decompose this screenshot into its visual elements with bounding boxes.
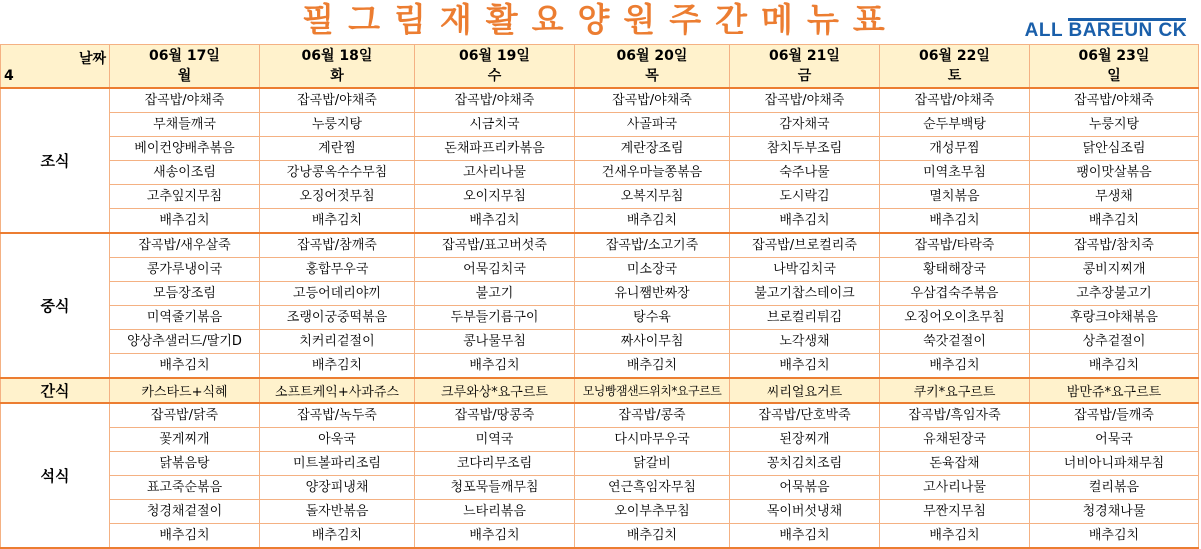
lunch-row bbox=[1, 233, 1199, 258]
day-date: 06월 21일 bbox=[769, 48, 840, 64]
menu-item: 오복지무침 bbox=[575, 185, 730, 209]
day-weekday: 화 bbox=[330, 68, 344, 84]
menu-item: 잡곡밥/흑임자죽 bbox=[880, 403, 1030, 428]
menu-item: 감자채국 bbox=[730, 113, 880, 137]
menu-item: 잡곡밥/야채죽 bbox=[260, 88, 415, 113]
dinner-row bbox=[1, 524, 1199, 549]
menu-item: 잡곡밥/새우살죽 bbox=[110, 233, 260, 258]
menu-item: 베이컨양배추볶음 bbox=[110, 137, 260, 161]
menu-item: 모듬장조림 bbox=[110, 282, 260, 306]
menu-item: 미역국 bbox=[415, 428, 575, 452]
menu-item: 배추김치 bbox=[730, 354, 880, 379]
menu-item: 어묵국 bbox=[1030, 428, 1199, 452]
menu-item: 숙주나물 bbox=[730, 161, 880, 185]
menu-item: 건새우마늘쫑볶음 bbox=[575, 161, 730, 185]
breakfast-row bbox=[1, 88, 1199, 113]
menu-item: 콩나물무침 bbox=[415, 330, 575, 354]
menu-item: 돈육잡채 bbox=[880, 452, 1030, 476]
menu-item: 오징어오이초무침 bbox=[880, 306, 1030, 330]
menu-item: 고등어데리야끼 bbox=[260, 282, 415, 306]
menu-item: 짜사이무침 bbox=[575, 330, 730, 354]
snack-item: 쿠키*요구르트 bbox=[880, 378, 1030, 403]
dinner-row bbox=[1, 428, 1199, 452]
menu-item: 배추김치 bbox=[260, 524, 415, 549]
lunch-row bbox=[1, 306, 1199, 330]
menu-item: 배추김치 bbox=[880, 524, 1030, 549]
breakfast-label: 조식 bbox=[1, 88, 110, 233]
day-header bbox=[1030, 45, 1199, 89]
day-header bbox=[880, 45, 1030, 89]
menu-item: 배추김치 bbox=[1030, 354, 1199, 379]
menu-item: 양장피냉채 bbox=[260, 476, 415, 500]
menu-item: 닭안심조림 bbox=[1030, 137, 1199, 161]
menu-item: 오징어젓무침 bbox=[260, 185, 415, 209]
menu-item: 팽이맛살볶음 bbox=[1030, 161, 1199, 185]
menu-item: 미소장국 bbox=[575, 258, 730, 282]
menu-item: 브로컬리튀김 bbox=[730, 306, 880, 330]
menu-item: 어묵김치국 bbox=[415, 258, 575, 282]
menu-item: 청포묵들깨무침 bbox=[415, 476, 575, 500]
menu-item: 불고기찹스테이크 bbox=[730, 282, 880, 306]
day-weekday: 월 bbox=[177, 68, 192, 84]
dinner-row bbox=[1, 452, 1199, 476]
menu-item: 잡곡밥/땅콩죽 bbox=[415, 403, 575, 428]
menu-item: 배추김치 bbox=[880, 354, 1030, 379]
menu-item: 배추김치 bbox=[575, 354, 730, 379]
menu-item: 후랑크야채볶음 bbox=[1030, 306, 1199, 330]
menu-item: 꽁치김치조림 bbox=[730, 452, 880, 476]
menu-item: 무짠지무침 bbox=[880, 500, 1030, 524]
snack-item: 소프트케익+사과쥬스 bbox=[260, 378, 415, 403]
day-date: 06월 18일 bbox=[301, 48, 373, 64]
menu-item: 배추김치 bbox=[730, 524, 880, 549]
menu-item: 오이지무침 bbox=[415, 185, 575, 209]
menu-item: 배추김치 bbox=[110, 209, 260, 234]
menu-item: 두부들기름구이 bbox=[415, 306, 575, 330]
menu-item: 배추김치 bbox=[415, 524, 575, 549]
menu-item: 배추김치 bbox=[575, 209, 730, 234]
day-weekday: 수 bbox=[487, 68, 502, 84]
menu-item: 오이부추무침 bbox=[575, 500, 730, 524]
menu-item: 불고기 bbox=[415, 282, 575, 306]
menu-item: 잡곡밥/콩죽 bbox=[575, 403, 730, 428]
menu-item: 잡곡밥/참깨죽 bbox=[260, 233, 415, 258]
menu-item: 고추잎지무침 bbox=[110, 185, 260, 209]
day-date: 06월 22일 bbox=[919, 48, 990, 64]
weekly-menu-table bbox=[0, 44, 1199, 549]
menu-item: 잡곡밥/야채죽 bbox=[880, 88, 1030, 113]
menu-item: 아욱국 bbox=[260, 428, 415, 452]
menu-item: 시금치국 bbox=[415, 113, 575, 137]
menu-body bbox=[1, 45, 1199, 549]
menu-item: 쑥갓겉절이 bbox=[880, 330, 1030, 354]
menu-item: 미트볼파리조림 bbox=[260, 452, 415, 476]
snack-row bbox=[1, 378, 1199, 403]
snack-item: 밤만쥬*요구르트 bbox=[1030, 378, 1199, 403]
lunch-row bbox=[1, 354, 1199, 379]
menu-item: 배추김치 bbox=[575, 524, 730, 549]
menu-item: 배추김치 bbox=[730, 209, 880, 234]
breakfast-row bbox=[1, 209, 1199, 234]
menu-item: 잡곡밥/닭죽 bbox=[110, 403, 260, 428]
menu-item: 컬리볶음 bbox=[1030, 476, 1199, 500]
menu-item: 새송이조림 bbox=[110, 161, 260, 185]
breakfast-row bbox=[1, 185, 1199, 209]
menu-item: 청경채나물 bbox=[1030, 500, 1199, 524]
menu-item: 계란찜 bbox=[260, 137, 415, 161]
snack-item: 카스타드+식혜 bbox=[110, 378, 260, 403]
menu-item: 강낭콩옥수수무침 bbox=[260, 161, 415, 185]
menu-item: 청경채겉절이 bbox=[110, 500, 260, 524]
snack-item: 크루와상*요구르트 bbox=[415, 378, 575, 403]
menu-item: 코다리무조림 bbox=[415, 452, 575, 476]
day-header bbox=[730, 45, 880, 89]
menu-item: 잡곡밥/야채죽 bbox=[110, 88, 260, 113]
menu-item: 잡곡밥/야채죽 bbox=[730, 88, 880, 113]
menu-item: 탕수육 bbox=[575, 306, 730, 330]
menu-item: 너비아니파채무침 bbox=[1030, 452, 1199, 476]
menu-item: 잡곡밥/야채죽 bbox=[575, 88, 730, 113]
day-weekday: 목 bbox=[645, 68, 659, 84]
date-corner-cell bbox=[1, 45, 110, 89]
menu-item: 목이버섯냉채 bbox=[730, 500, 880, 524]
menu-item: 고사리나물 bbox=[880, 476, 1030, 500]
corner-number: 4 bbox=[4, 68, 14, 84]
lunch-label: 중식 bbox=[1, 233, 110, 378]
menu-item: 잡곡밥/소고기죽 bbox=[575, 233, 730, 258]
day-weekday: 일 bbox=[1107, 68, 1121, 84]
menu-item: 배추김치 bbox=[110, 354, 260, 379]
menu-item: 도시락김 bbox=[730, 185, 880, 209]
snack-item: 씨리얼요거트 bbox=[730, 378, 880, 403]
menu-item: 잡곡밥/표고버섯죽 bbox=[415, 233, 575, 258]
menu-item: 배추김치 bbox=[260, 354, 415, 379]
header bbox=[0, 0, 1201, 44]
menu-item: 다시마무우국 bbox=[575, 428, 730, 452]
day-header bbox=[415, 45, 575, 89]
brand-logo: ALL BAREUN CK bbox=[1024, 20, 1187, 41]
day-date: 06월 19일 bbox=[459, 48, 530, 64]
menu-item: 무채들깨국 bbox=[110, 113, 260, 137]
menu-item: 잡곡밥/들깨죽 bbox=[1030, 403, 1199, 428]
menu-item: 잡곡밥/참치죽 bbox=[1030, 233, 1199, 258]
dinner-label: 석식 bbox=[1, 403, 110, 548]
menu-item: 잡곡밥/야채죽 bbox=[1030, 88, 1199, 113]
menu-item: 상추겉절이 bbox=[1030, 330, 1199, 354]
menu-item: 콩가루냉이국 bbox=[110, 258, 260, 282]
menu-item: 홍합무우국 bbox=[260, 258, 415, 282]
menu-item: 어묵볶음 bbox=[730, 476, 880, 500]
menu-item: 잡곡밥/타락죽 bbox=[880, 233, 1030, 258]
menu-item: 양상추샐러드/딸기D bbox=[110, 330, 260, 354]
menu-item: 표고죽순볶음 bbox=[110, 476, 260, 500]
menu-item: 유채된장국 bbox=[880, 428, 1030, 452]
day-weekday: 금 bbox=[797, 68, 812, 84]
menu-item: 잡곡밥/브로컬리죽 bbox=[730, 233, 880, 258]
menu-item: 잡곡밥/단호박죽 bbox=[730, 403, 880, 428]
menu-item: 느타리볶음 bbox=[415, 500, 575, 524]
menu-item: 된장찌개 bbox=[730, 428, 880, 452]
menu-item: 미역줄기볶음 bbox=[110, 306, 260, 330]
day-weekday: 토 bbox=[947, 68, 962, 84]
breakfast-row bbox=[1, 161, 1199, 185]
dinner-row bbox=[1, 476, 1199, 500]
menu-item: 치커리겉절이 bbox=[260, 330, 415, 354]
menu-item: 황태해장국 bbox=[880, 258, 1030, 282]
lunch-row bbox=[1, 282, 1199, 306]
day-header bbox=[110, 45, 260, 89]
menu-item: 조랭이궁중떡볶음 bbox=[260, 306, 415, 330]
menu-item: 돌자반볶음 bbox=[260, 500, 415, 524]
menu-item: 무생채 bbox=[1030, 185, 1199, 209]
day-date: 06월 20일 bbox=[616, 48, 688, 64]
menu-item: 잡곡밥/녹두죽 bbox=[260, 403, 415, 428]
breakfast-row bbox=[1, 113, 1199, 137]
menu-item: 우삼겹숙주볶음 bbox=[880, 282, 1030, 306]
snack-item: 모닝빵잼샌드위치*요구르트 bbox=[575, 378, 730, 403]
menu-item: 배추김치 bbox=[110, 524, 260, 549]
menu-item: 나박김치국 bbox=[730, 258, 880, 282]
day-date: 06월 17일 bbox=[149, 48, 220, 64]
dinner-row bbox=[1, 500, 1199, 524]
date-header-row bbox=[1, 45, 1199, 89]
menu-item: 닭갈비 bbox=[575, 452, 730, 476]
menu-item: 배추김치 bbox=[415, 354, 575, 379]
menu-item: 고사리나물 bbox=[415, 161, 575, 185]
menu-item: 미역초무침 bbox=[880, 161, 1030, 185]
dinner-row bbox=[1, 403, 1199, 428]
page-title: 필그림재활요양원주간메뉴표 bbox=[302, 0, 899, 39]
menu-item: 꽃게찌개 bbox=[110, 428, 260, 452]
menu-item: 고추장불고기 bbox=[1030, 282, 1199, 306]
menu-item: 배추김치 bbox=[415, 209, 575, 234]
menu-item: 노각생채 bbox=[730, 330, 880, 354]
corner-label: 날짜 bbox=[78, 51, 106, 67]
menu-item: 닭볶음탕 bbox=[110, 452, 260, 476]
menu-item: 배추김치 bbox=[880, 209, 1030, 234]
menu-item: 누룽지탕 bbox=[260, 113, 415, 137]
menu-item: 계란장조림 bbox=[575, 137, 730, 161]
menu-item: 참치두부조림 bbox=[730, 137, 880, 161]
snack-label: 간식 bbox=[1, 378, 110, 403]
menu-item: 누룽지탕 bbox=[1030, 113, 1199, 137]
day-header bbox=[260, 45, 415, 89]
menu-item: 유니쨈반짜장 bbox=[575, 282, 730, 306]
menu-item: 배추김치 bbox=[1030, 209, 1199, 234]
lunch-row bbox=[1, 258, 1199, 282]
menu-item: 배추김치 bbox=[260, 209, 415, 234]
day-header bbox=[575, 45, 730, 89]
menu-item: 멸치볶음 bbox=[880, 185, 1030, 209]
menu-item: 콩비지찌개 bbox=[1030, 258, 1199, 282]
menu-item: 사골파국 bbox=[575, 113, 730, 137]
day-date: 06월 23일 bbox=[1078, 48, 1150, 64]
lunch-row bbox=[1, 330, 1199, 354]
menu-item: 배추김치 bbox=[1030, 524, 1199, 549]
menu-item: 잡곡밥/야채죽 bbox=[415, 88, 575, 113]
menu-item: 돈채파프리카볶음 bbox=[415, 137, 575, 161]
menu-item: 순두부백탕 bbox=[880, 113, 1030, 137]
menu-item: 개성무찜 bbox=[880, 137, 1030, 161]
breakfast-row bbox=[1, 137, 1199, 161]
menu-item: 연근흑임자무침 bbox=[575, 476, 730, 500]
